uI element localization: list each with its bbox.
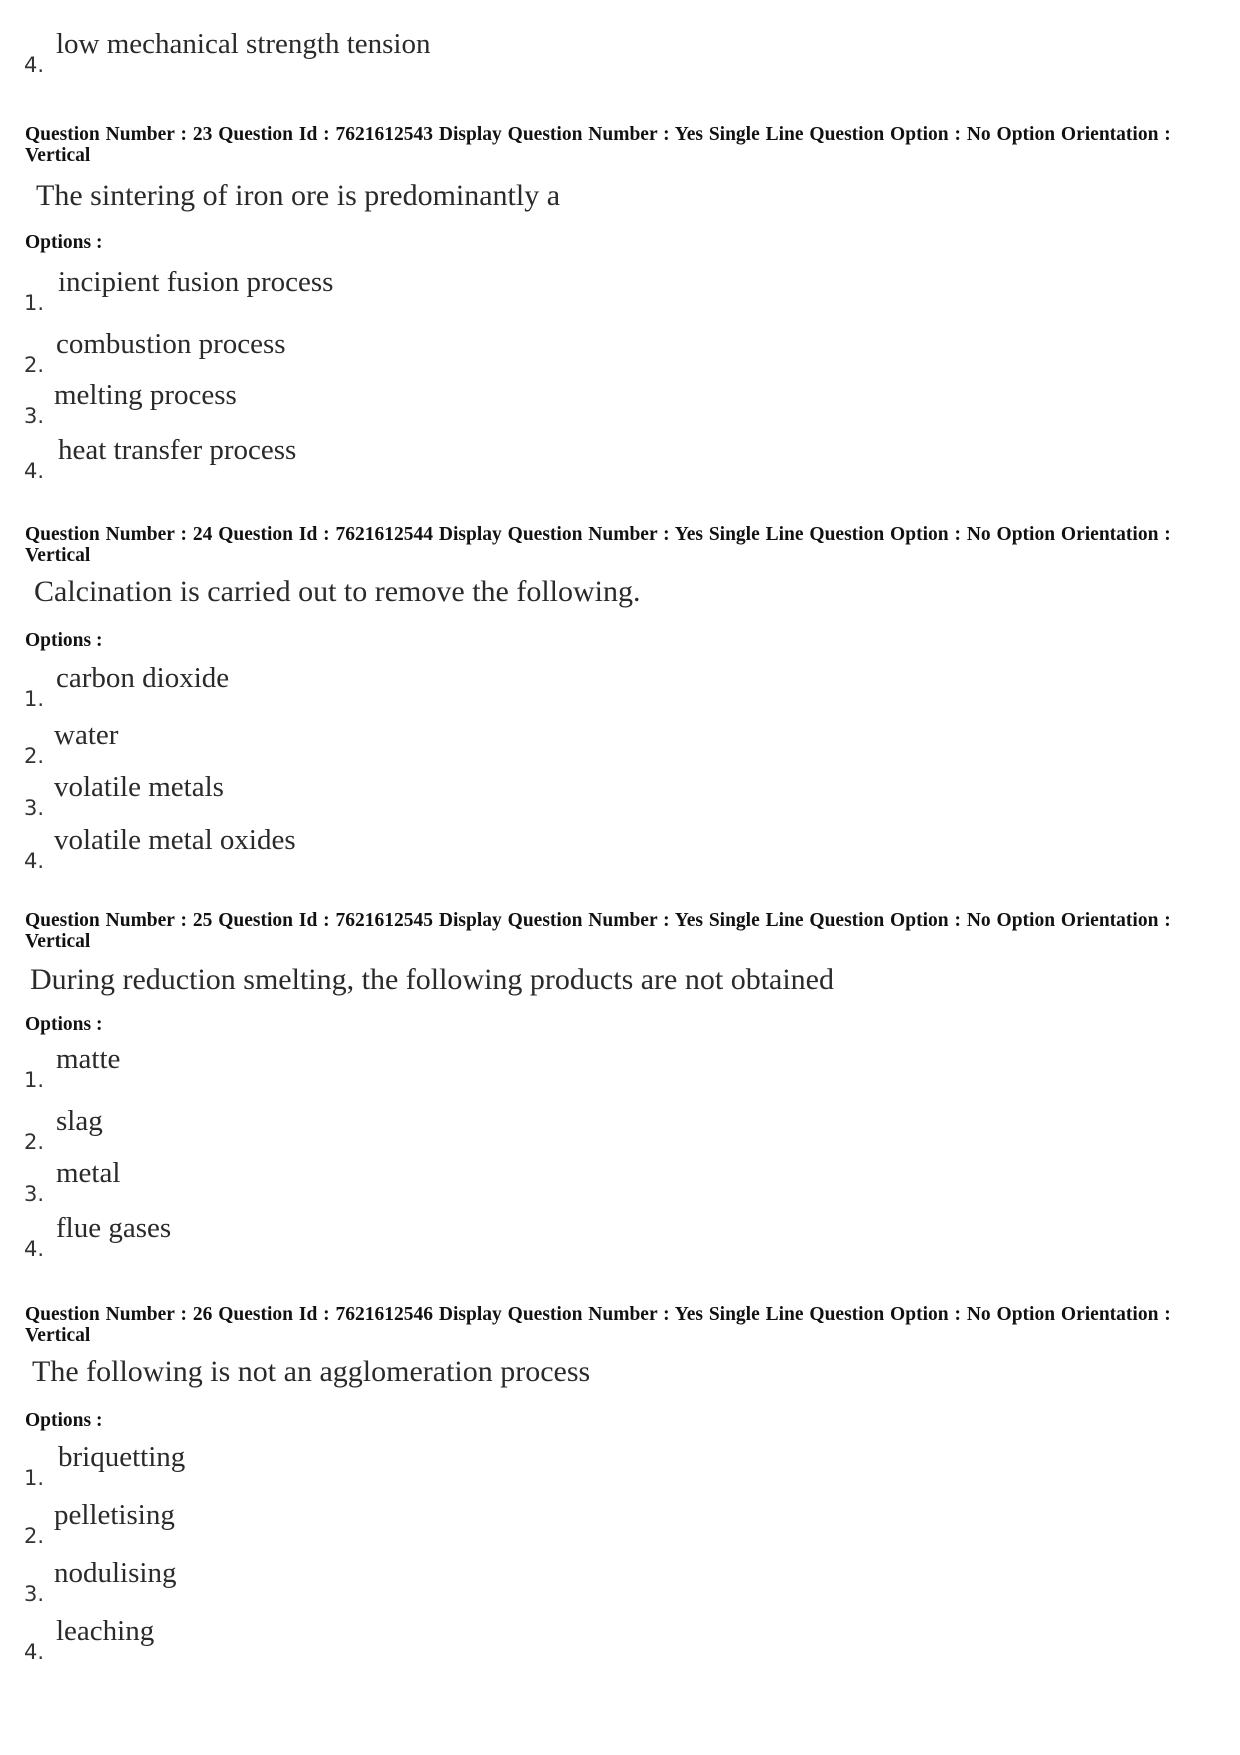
option-item: [24, 826, 1124, 872]
option-number: 4.: [24, 459, 45, 483]
options-label: Options :: [25, 232, 103, 253]
option-item: [24, 1159, 1124, 1205]
option-number: 4.: [24, 849, 45, 873]
options-label: Options :: [25, 1014, 103, 1035]
carryover-option: [24, 30, 1124, 76]
question-text: The sintering of iron ore is predominantly a: [36, 179, 561, 212]
option-number: 4.: [24, 1640, 45, 1664]
option-number: 2.: [24, 353, 45, 377]
option-number: 3.: [24, 1582, 45, 1606]
option-text: water: [54, 719, 119, 751]
option-item: [24, 664, 1124, 710]
option-item: [24, 1107, 1124, 1153]
option-item: [24, 721, 1124, 767]
option-number: 3.: [24, 796, 45, 820]
option-item: [24, 1501, 1124, 1547]
option-item: [24, 1045, 1124, 1091]
option-item: [24, 436, 1124, 482]
question-header: Question Number : 23 Question Id : 7621612543 Display Question Number : Yes Single Line Question Option : No Option Orientation : Vertical: [25, 124, 1171, 166]
option-text: matte: [56, 1043, 121, 1075]
option-item: [24, 1214, 1124, 1260]
option-text: flue gases: [56, 1212, 172, 1244]
option-number: 4.: [24, 53, 45, 77]
question-text: The following is not an agglomeration process: [32, 1355, 591, 1388]
question-header: Question Number : 26 Question Id : 7621612546 Display Question Number : Yes Single Line Question Option : No Option Orientation : Vertical: [25, 1304, 1171, 1346]
option-text: nodulising: [54, 1557, 177, 1589]
option-item: [24, 1443, 1124, 1489]
option-number: 2.: [24, 1130, 45, 1154]
option-text: leaching: [56, 1615, 155, 1647]
option-text: combustion process: [56, 328, 286, 360]
option-text: carbon dioxide: [56, 662, 230, 694]
option-number: 2.: [24, 1524, 45, 1548]
question-header: Question Number : 24 Question Id : 7621612544 Display Question Number : Yes Single Line Question Option : No Option Orientation : Vertical: [25, 524, 1171, 566]
question-text: Calcination is carried out to remove the following.: [34, 575, 641, 608]
option-number: 1.: [24, 291, 45, 315]
option-text: melting process: [54, 379, 237, 411]
question-text: During reduction smelting, the following products are not obtained: [30, 963, 834, 996]
option-text: slag: [56, 1105, 103, 1137]
options-label: Options :: [25, 1410, 103, 1431]
option-item: [24, 773, 1124, 819]
option-text: volatile metals: [54, 771, 224, 803]
option-item: [24, 381, 1124, 427]
option-text: pelletising: [54, 1499, 175, 1531]
option-item: [24, 330, 1124, 376]
option-item: [24, 1559, 1124, 1605]
option-text: low mechanical strength tension: [56, 28, 431, 60]
option-number: 1.: [24, 687, 45, 711]
option-number: 4.: [24, 1237, 45, 1261]
option-item: [24, 268, 1124, 314]
option-text: heat transfer process: [58, 434, 297, 466]
options-label: Options :: [25, 630, 103, 651]
option-number: 3.: [24, 1182, 45, 1206]
option-number: 2.: [24, 744, 45, 768]
option-text: incipient fusion process: [58, 266, 334, 298]
option-text: metal: [56, 1157, 121, 1189]
question-header: Question Number : 25 Question Id : 7621612545 Display Question Number : Yes Single Line Question Option : No Option Orientation : Vertical: [25, 910, 1171, 952]
option-item: [24, 1617, 1124, 1663]
option-number: 3.: [24, 404, 45, 428]
option-number: 1.: [24, 1466, 45, 1490]
option-number: 1.: [24, 1068, 45, 1092]
option-text: volatile metal oxides: [54, 824, 296, 856]
option-text: briquetting: [58, 1441, 186, 1473]
